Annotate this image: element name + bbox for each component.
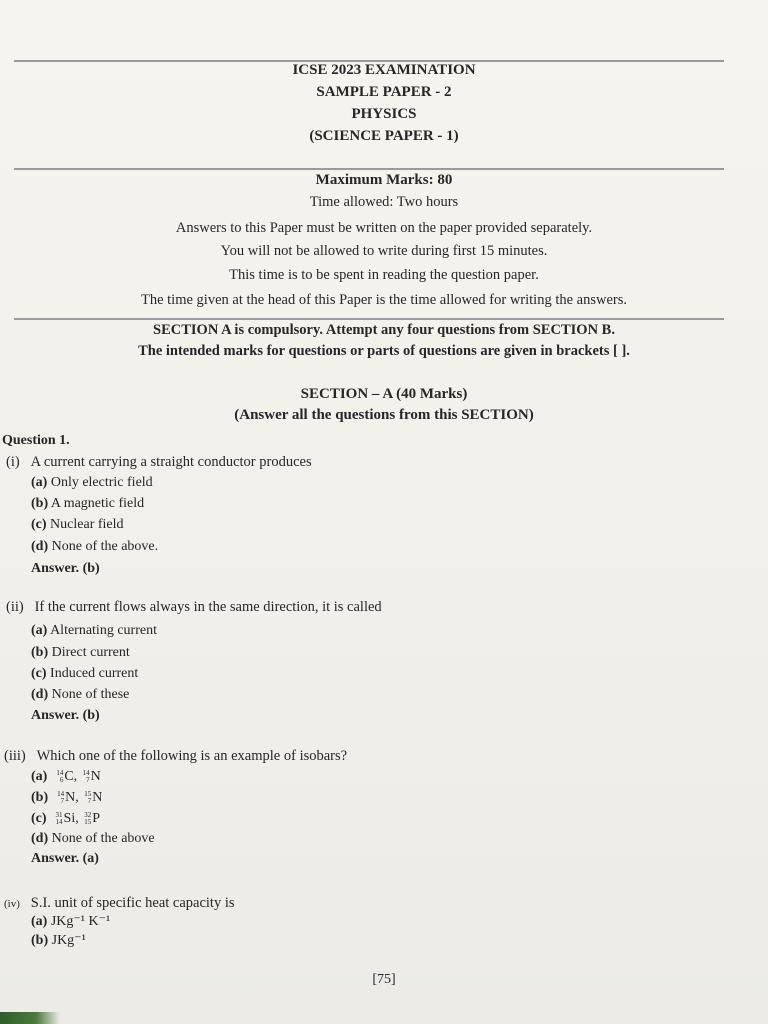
section-title: SECTION – A (40 Marks)	[300, 386, 468, 402]
nuclide: 14 7 N,	[57, 789, 79, 805]
option: (a) JKg⁻¹ K⁻¹	[31, 914, 111, 929]
paper-subtitle: (SCIENCE PAPER - 1)	[309, 128, 459, 144]
question-item	[6, 454, 312, 471]
marks-note: The intended marks for questions or parts of questions are given in brackets [ ].	[138, 343, 630, 359]
answer: Answer. (b)	[31, 561, 100, 576]
question-1-label: Question 1.	[2, 433, 70, 448]
option: (b) 14 7 N, 15 7 N	[31, 789, 103, 805]
item-text: S.I. unit of specific heat capacity is	[30, 895, 235, 911]
nuclide: 15 7 N	[84, 789, 103, 805]
item-number: (i)	[6, 454, 20, 470]
option: (b) A magnetic field	[31, 496, 145, 511]
item-text: If the current flows always in the same direction, it is called	[34, 599, 382, 615]
instructions-rule	[14, 318, 724, 320]
option: (c) Nuclear field	[31, 517, 124, 532]
answer: Answer. (b)	[31, 708, 100, 723]
page-number: [75]	[372, 972, 396, 987]
question-item	[6, 599, 382, 616]
option: (d) None of these	[31, 687, 130, 702]
option: (b) Direct current	[31, 645, 130, 660]
item-number: (iv)	[4, 898, 20, 910]
section-a-compulsory: SECTION A is compulsory. Attempt any four questions from SECTION B.	[153, 322, 615, 338]
option: (d) None of the above	[31, 831, 155, 846]
paper-number: SAMPLE PAPER - 2	[316, 84, 452, 100]
instruction-1: Answers to this Paper must be written on the paper provided separately.	[175, 220, 593, 236]
option: (c) 31 14 Si, 32 15 P	[31, 810, 101, 826]
answer: Answer. (a)	[31, 851, 99, 866]
background-edge	[0, 1012, 60, 1024]
max-marks: Maximum Marks: 80	[315, 172, 453, 188]
item-number: (iii)	[4, 748, 26, 764]
nuclide: 14 7 N	[82, 768, 101, 784]
instruction-4: The time given at the head of this Paper is the time allowed for writing the answers.	[140, 292, 628, 308]
option: (d) None of the above.	[31, 539, 159, 554]
nuclide: 32 15 P	[84, 810, 101, 826]
option: (a) 14 6 C, 14 7 N	[31, 768, 101, 784]
question-item	[4, 748, 347, 765]
option: (c) Induced current	[31, 666, 139, 681]
option: (b) JKg⁻¹	[31, 933, 86, 948]
instruction-2: You will not be allowed to write during first 15 minutes.	[220, 243, 548, 259]
instruction-3: This time is to be spent in reading the question paper.	[229, 267, 539, 283]
subject-title: PHYSICS	[351, 106, 417, 122]
section-subtitle: (Answer all the questions from this SECTION)	[234, 407, 534, 423]
nuclide: 14 6 C,	[56, 768, 78, 784]
header-rule	[14, 168, 724, 170]
nuclide: 31 14 Si,	[55, 810, 79, 826]
option: (a) Only electric field	[31, 475, 153, 490]
question-item	[4, 895, 235, 912]
item-text: Which one of the following is an example of isobars?	[36, 748, 348, 764]
item-text: A current carrying a straight conductor produces	[30, 454, 312, 470]
item-number: (ii)	[6, 599, 24, 615]
time-allowed: Time allowed: Two hours	[309, 194, 459, 210]
option: (a) Alternating current	[31, 623, 157, 638]
exam-title: ICSE 2023 EXAMINATION	[292, 62, 476, 78]
